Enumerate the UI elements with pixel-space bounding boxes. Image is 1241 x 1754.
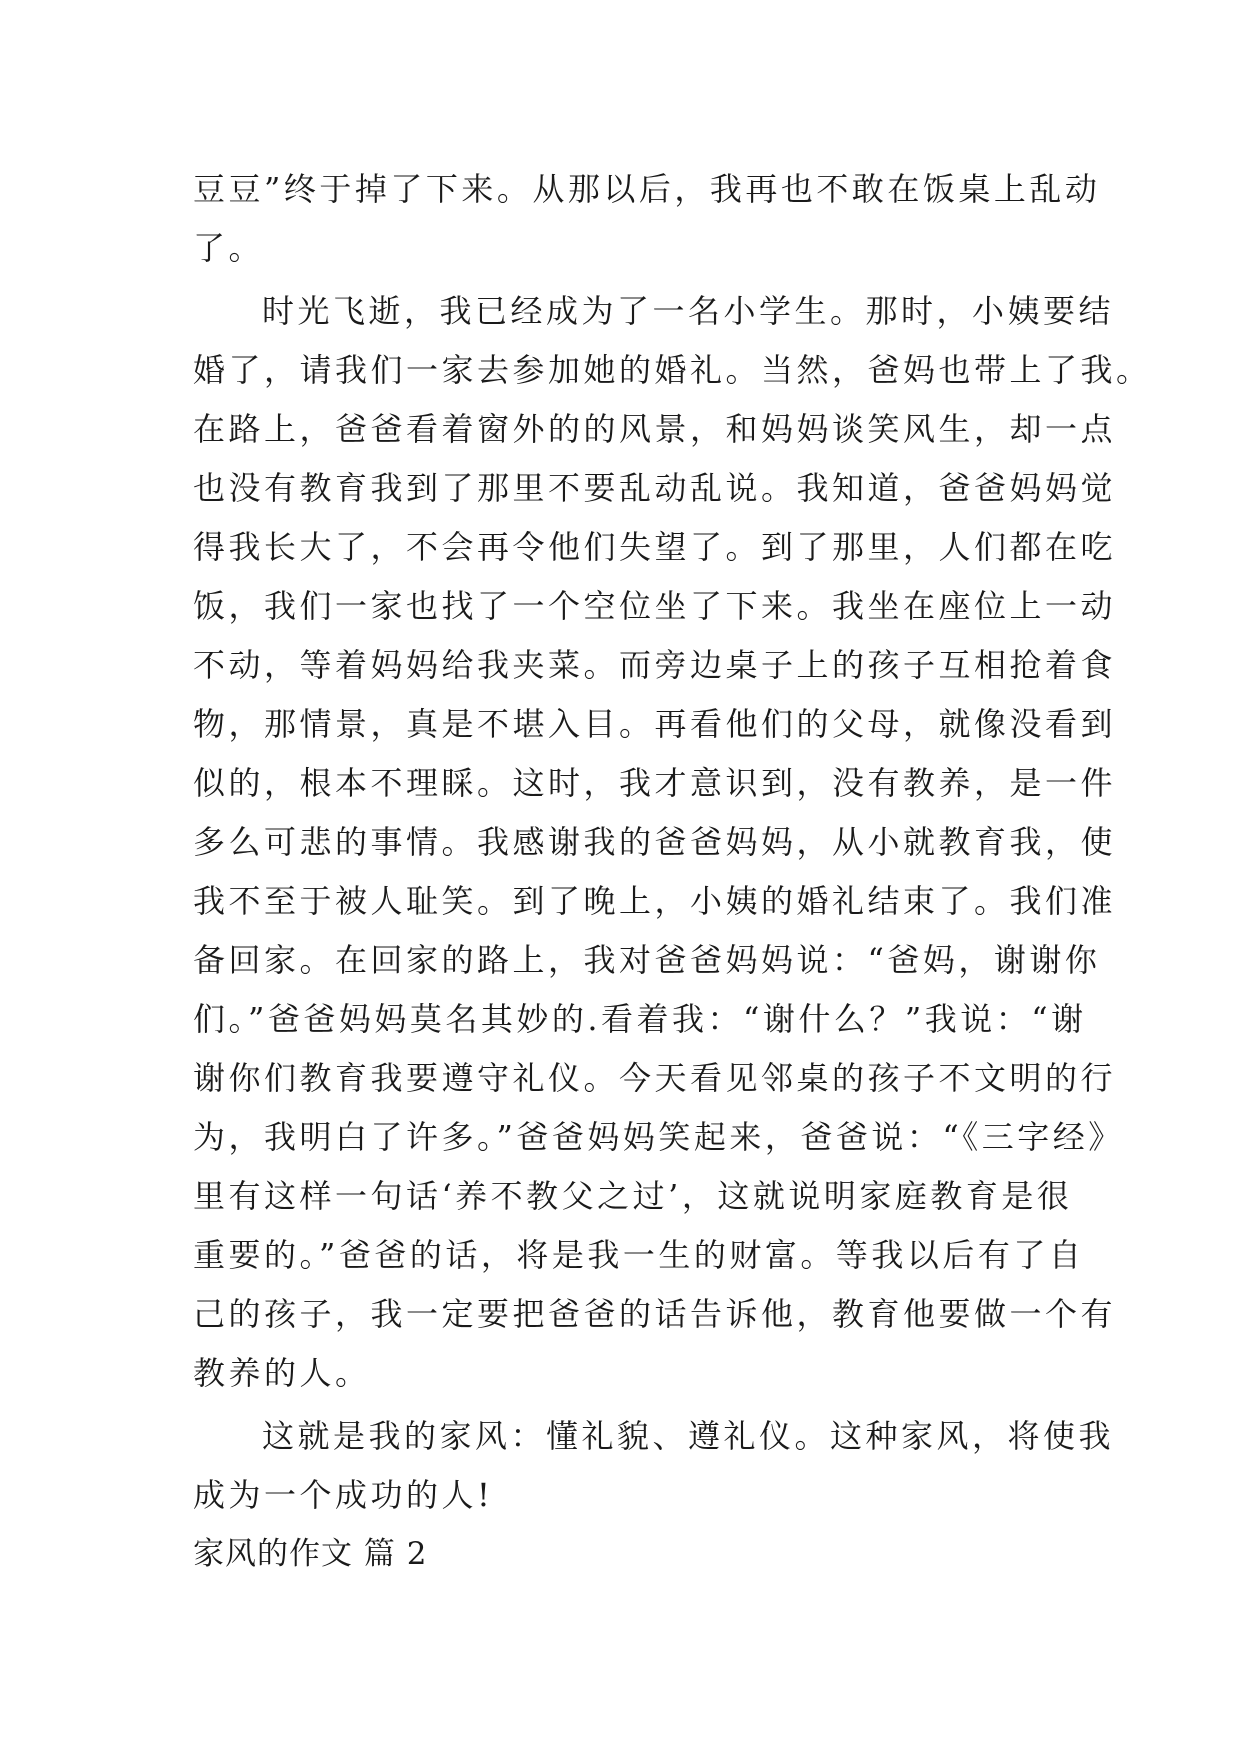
text-line: 重要的。”爸爸的话，将是我一生的财富。等我以后有了自 <box>193 1236 1085 1274</box>
text-line: 里有这样一句话‘养不教父之过’，这就说明家庭教育是很 <box>193 1177 1073 1215</box>
section-heading: 家风的作文 篇 2 <box>193 1536 428 1572</box>
text-line: 我不至于被人耻笑。到了晚上，小姨的婚礼结束了。我们准 <box>193 882 1117 920</box>
paragraph-2 <box>193 282 1152 1403</box>
document-body <box>193 160 1152 1584</box>
text-line: 婚了，请我们一家去参加她的婚礼。当然，爸妈也带上了我。 <box>193 351 1152 389</box>
text-line: 物，那情景，真是不堪入目。再看他们的父母，就像没看到 <box>193 705 1117 743</box>
text-line: 成为一个成功的人! <box>193 1476 494 1514</box>
text-line: 谢你们教育我要遵守礼仪。今天看见邻桌的孩子不文明的行 <box>193 1059 1117 1097</box>
paragraph-1 <box>193 160 1101 278</box>
text-line: 似的，根本不理睬。这时，我才意识到，没有教养，是一件 <box>193 764 1117 802</box>
text-line: 了。 <box>193 229 265 267</box>
text-line: 们。”爸爸妈妈莫名其妙的.看着我：“谢什么？”我说：“谢 <box>193 1000 1087 1038</box>
text-line: 在路上，爸爸看着窗外的的风景，和妈妈谈笑风生，却一点 <box>193 410 1117 448</box>
text-line: 饭，我们一家也找了一个空位坐了下来。我坐在座位上一动 <box>193 587 1117 625</box>
text-line: 备回家。在回家的路上，我对爸爸妈妈说：“爸妈，谢谢你 <box>193 941 1101 979</box>
text-line: 这就是我的家风：懂礼貌、遵礼仪。这种家风，将使我 <box>262 1417 1115 1455</box>
text-line: 也没有教育我到了那里不要乱动乱说。我知道，爸爸妈妈觉 <box>193 469 1117 507</box>
text-line: 多么可悲的事情。我感谢我的爸爸妈妈，从小就教育我，使 <box>193 823 1117 861</box>
text-line: 为，我明白了许多。”爸爸妈妈笑起来，爸爸说：“《三字经》 <box>193 1118 1124 1156</box>
paragraph-3 <box>193 1407 1115 1525</box>
text-line: 时光飞逝，我已经成为了一名小学生。那时，小姨要结 <box>262 292 1115 330</box>
text-line: 豆豆”终于掉了下来。从那以后，我再也不敢在饭桌上乱动 <box>193 170 1101 208</box>
text-line: 不动，等着妈妈给我夹菜。而旁边桌子上的孩子互相抢着食 <box>193 646 1117 684</box>
text-line: 得我长大了，不会再令他们失望了。到了那里，人们都在吃 <box>193 528 1117 566</box>
text-line: 教养的人。 <box>193 1354 371 1392</box>
text-line: 己的孩子，我一定要把爸爸的话告诉他，教育他要做一个有 <box>193 1295 1117 1333</box>
